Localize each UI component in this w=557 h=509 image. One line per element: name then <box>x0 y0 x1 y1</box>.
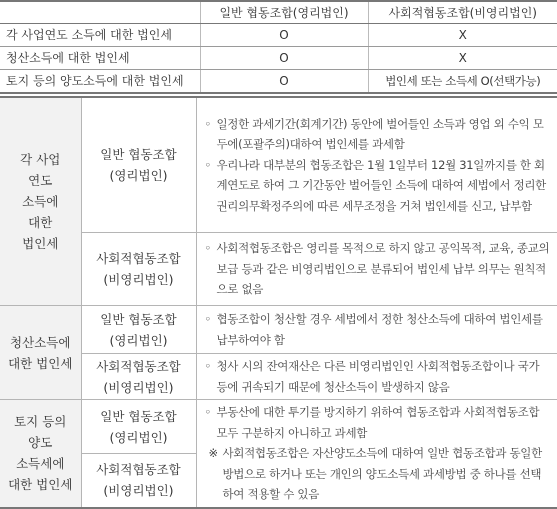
type-line: 일반 협동조합 <box>100 311 177 327</box>
summary-header-row <box>0 1 557 24</box>
bullet-marker: ◦ <box>204 116 211 131</box>
category-line: 청산소득에 <box>10 334 71 350</box>
description-cell-shared <box>196 400 557 508</box>
category-line: 토지 등의 <box>14 414 67 430</box>
type-line: (비영리법인) <box>103 483 174 499</box>
category-line: 소득세에 <box>16 456 65 472</box>
bullet-text: 사회적협동조합은 영리를 목적으로 하지 않고 공익목적, 교육, 종교의 보급 등과 같은 비영리법인으로 분류되어 법인세 납부 의무는 원칙적으로 없음 <box>216 241 550 297</box>
category-line: 연도 <box>28 173 53 188</box>
bullet-item <box>205 309 552 350</box>
summary-row <box>0 47 557 70</box>
summary-header-empty <box>0 1 200 24</box>
detail-row-land-general <box>0 400 557 454</box>
bullet-marker: ◦ <box>204 359 211 373</box>
category-line: 대한 법인세 <box>8 355 73 371</box>
type-line: 일반 협동조합 <box>100 147 177 162</box>
type-cell-social <box>81 233 196 306</box>
summary-row-social-value: X <box>368 47 557 70</box>
type-line: (비영리법인) <box>103 272 174 287</box>
type-line: (비영리법인) <box>103 379 174 395</box>
type-line: (영리법인) <box>109 168 168 183</box>
bullet-item <box>205 356 552 397</box>
detail-row-liquidation-general <box>0 306 557 354</box>
bullet-text: 우리나라 대부분의 협동조합은 1월 1일부터 12월 31일까지를 한 회계연도로 하여 그 기간동안 벌어들인 소득에 대하여 세법에서 정리한 권리의무확정주의에 따른 세무조정을 거쳐 법인세를 신고, 납부함 <box>216 157 546 213</box>
category-line: 각 사업 <box>20 152 61 167</box>
category-line: 대한 <box>28 215 53 230</box>
category-cell-land-transfer <box>0 400 81 508</box>
summary-row-general-value: O <box>200 47 368 70</box>
bullet-marker: ◦ <box>204 241 211 256</box>
detail-row-income-social <box>0 233 557 306</box>
detail-row-income-general <box>0 97 557 233</box>
category-cell-business-income <box>0 97 81 306</box>
detail-table <box>0 96 557 509</box>
bullet-text: 청사 시의 잔여재산은 다른 비영리법인인 사회적협동조합이나 국가 등에 귀속되기 때문에 청산소득이 발생하지 않음 <box>216 359 540 394</box>
note-item <box>209 443 552 505</box>
category-line: 소득에 <box>22 194 59 209</box>
note-text: 사회적협동조합은 자산양도소득에 대하여 일반 협동조합과 동일한 방법으로 하거나 또는 개인의 양도소득세 과세방법 중 하나를 선택하여 적용할 수 있음 <box>222 446 542 501</box>
description-cell <box>196 97 557 233</box>
type-line: 사회적협동조합 <box>96 251 181 266</box>
description-cell <box>196 354 557 400</box>
description-cell <box>196 306 557 354</box>
bullet-item <box>205 238 552 300</box>
summary-header-general: 일반 협동조합(영리법인) <box>200 1 368 24</box>
summary-row <box>0 24 557 47</box>
description-cell <box>196 233 557 306</box>
summary-header-social: 사회적협동조합(비영리법인) <box>368 1 557 24</box>
type-cell-social <box>81 454 196 508</box>
summary-row-general-value: O <box>200 70 368 94</box>
type-line: (영리법인) <box>109 332 168 348</box>
summary-row-social-value: 법인세 또는 소득세 O(선택가능) <box>368 70 557 94</box>
type-line: 사회적협동조합 <box>96 358 181 374</box>
summary-row <box>0 70 557 94</box>
bullet-item <box>205 114 552 155</box>
bullet-item <box>205 402 552 443</box>
bullet-marker: ◦ <box>204 405 211 419</box>
summary-row-label: 토지 등의 양도소득에 대한 법인세 <box>0 70 200 94</box>
category-line: 양도 <box>28 435 53 451</box>
summary-row-general-value: O <box>200 24 368 47</box>
type-line: 일반 협동조합 <box>100 408 177 424</box>
category-line: 법인세 <box>22 236 59 251</box>
category-line: 대한 법인세 <box>8 477 73 493</box>
type-line: (영리법인) <box>109 429 168 445</box>
type-cell-general <box>81 97 196 233</box>
bullet-marker: ◦ <box>204 312 211 326</box>
bullet-text: 부동산에 대한 투기를 방지하기 위하여 협동조합과 사회적협동조합 모두 구분하지 아니하고 과세함 <box>216 405 540 440</box>
bullet-text: 일정한 과세기간(회계기간) 동안에 벌어들인 소득과 영업 외 수익 모두에(포괄주의)대하여 법인세를 과세함 <box>216 116 544 152</box>
bullet-text: 협동조합이 청산할 경우 세법에서 정한 청산소득에 대하여 법인세를 납부하여야 함 <box>216 312 543 347</box>
type-cell-general <box>81 400 196 454</box>
note-marker: ※ <box>208 446 218 460</box>
type-cell-social <box>81 354 196 400</box>
summary-row-label: 청산소득에 대한 법인세 <box>0 47 200 70</box>
summary-table <box>0 0 557 94</box>
bullet-item <box>205 155 552 217</box>
summary-row-social-value: X <box>368 24 557 47</box>
detail-row-liquidation-social <box>0 354 557 400</box>
category-cell-liquidation <box>0 306 81 400</box>
summary-row-label: 각 사업연도 소득에 대한 법인세 <box>0 24 200 47</box>
type-cell-general <box>81 306 196 354</box>
type-line: 사회적협동조합 <box>96 462 181 478</box>
bullet-marker: ◦ <box>204 157 211 172</box>
